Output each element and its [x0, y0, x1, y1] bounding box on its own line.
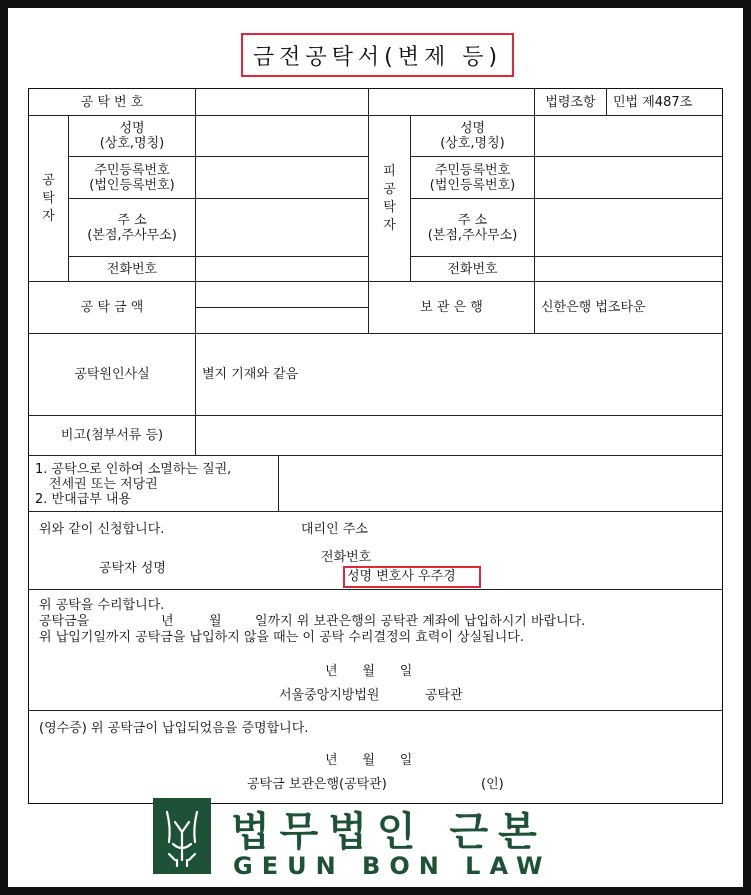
depositor-name-label [69, 116, 196, 157]
cause-label: 공탁원인사실 [29, 334, 196, 416]
depositee-id-label [411, 157, 535, 199]
depositor-id-value[interactable] [196, 157, 369, 199]
side-char: 탁 [42, 190, 55, 206]
acceptance-line2-b: 년 [161, 614, 174, 629]
acceptance-court: 서울중앙지방법원 [279, 688, 380, 703]
depositee-name-label [411, 116, 535, 157]
side-char: 공 [383, 181, 396, 197]
case-no-label: 공 탁 번 호 [29, 89, 196, 116]
depositor-address-value[interactable] [196, 199, 369, 257]
label-line: (상호,명칭) [440, 136, 505, 151]
depositee-address-value[interactable] [535, 199, 722, 257]
depositor-name-sign: 공탁자 성명 [99, 561, 166, 576]
document-title: 금전공탁서(변제 등) [241, 33, 514, 77]
label-line: 주 소 [117, 212, 147, 228]
acceptance-block [29, 590, 722, 711]
depositor-phone-label: 전화번호 [69, 257, 196, 282]
acceptance-date: 년 월 일 [325, 664, 413, 679]
side-char: 탁 [383, 199, 396, 215]
statute-value: 민법 제487조 [607, 89, 722, 116]
remarks-label: 비고(첨부서류 등) [29, 416, 196, 456]
depositor-phone-value[interactable] [196, 257, 369, 282]
acceptance-line2-c: 월 [209, 614, 222, 629]
lien-line: 2. 반대급부 내용 [35, 492, 132, 507]
receipt-seal: (인) [481, 777, 504, 792]
depositor-id-label [69, 157, 196, 199]
receipt-line1: (영수증) 위 공탁금이 납입되었음을 증명합니다. [39, 721, 309, 736]
label-line: (본점,주사무소) [427, 227, 518, 243]
receipt-bank: 공탁금 보관은행(공탁관) [247, 777, 387, 792]
depositee-id-value[interactable] [535, 157, 722, 199]
agent-address-label: 대리인 주소 [301, 522, 368, 537]
bank-value: 신한은행 법조타운 [535, 282, 722, 334]
remarks-value[interactable] [196, 416, 722, 456]
law-firm-emblem-icon [153, 798, 211, 874]
label-line: (본점,주사무소) [87, 227, 177, 243]
depositor-side-label [29, 116, 69, 282]
lien-line: 전세권 또는 저당권 [49, 477, 158, 492]
acceptance-line1: 위 공탁을 수리합니다. [39, 598, 165, 613]
label-line: (법인등록번호) [429, 177, 516, 193]
depositee-address-label [411, 199, 535, 257]
amount-value-1[interactable] [196, 282, 369, 308]
depositee-phone-label: 전화번호 [411, 257, 535, 282]
amount-label: 공 탁 금 액 [29, 282, 196, 334]
label-line: 주민등록번호 [94, 162, 170, 178]
receipt-block [29, 711, 722, 803]
label-line: (법인등록번호) [89, 177, 175, 193]
side-char: 피 [383, 163, 396, 179]
side-char: 자 [383, 217, 396, 233]
acceptance-line2-d: 일까지 위 보관은행의 공탁관 계좌에 납입하시기 바랍니다. [255, 614, 586, 629]
lien-value[interactable] [279, 456, 722, 512]
depositor-address-label [69, 199, 196, 257]
amount-value-2[interactable] [196, 308, 369, 334]
acceptance-officer: 공탁관 [425, 688, 463, 703]
document-page [8, 8, 743, 887]
agent-name: 성명 변호사 우주경 [347, 569, 456, 584]
lien-label [29, 456, 279, 512]
side-char: 공 [42, 172, 55, 188]
law-firm-name-korean: 법무법인 근본 [231, 809, 547, 855]
label-line: (상호,명칭) [99, 136, 165, 151]
case-no-value-2[interactable] [369, 89, 535, 116]
law-firm-logo [153, 798, 593, 887]
depositee-side-label [369, 116, 411, 282]
application-statement: 위와 같이 신청합니다. [39, 522, 165, 537]
deposit-form [28, 88, 723, 804]
case-no-value[interactable] [196, 89, 369, 116]
receipt-date: 년 월 일 [325, 753, 413, 768]
side-char: 자 [42, 208, 55, 224]
bank-label: 보 관 은 행 [369, 282, 535, 334]
label-line: 주 소 [457, 212, 488, 228]
law-firm-name-english: GEUN BON LAW [233, 852, 552, 880]
label-line: 성명 [459, 121, 486, 136]
depositor-name-value[interactable] [196, 116, 369, 157]
label-line: 성명 [119, 121, 145, 136]
depositee-name-value[interactable] [535, 116, 722, 157]
cause-value: 별지 기재와 같음 [196, 334, 722, 416]
application-block [29, 512, 722, 590]
agent-phone-label: 전화번호 [321, 550, 372, 565]
label-line: 주민등록번호 [434, 162, 511, 178]
lien-line: 1. 공탁으로 인하여 소멸하는 질권, [35, 462, 232, 477]
acceptance-line2-a: 공탁금을 [39, 614, 90, 629]
acceptance-line3: 위 납입기일까지 공탁금을 납입하지 않을 때는 이 공탁 수리결정의 효력이 상실됩니다. [39, 630, 524, 645]
statute-label: 법령조항 [535, 89, 607, 116]
depositee-phone-value[interactable] [535, 257, 722, 282]
